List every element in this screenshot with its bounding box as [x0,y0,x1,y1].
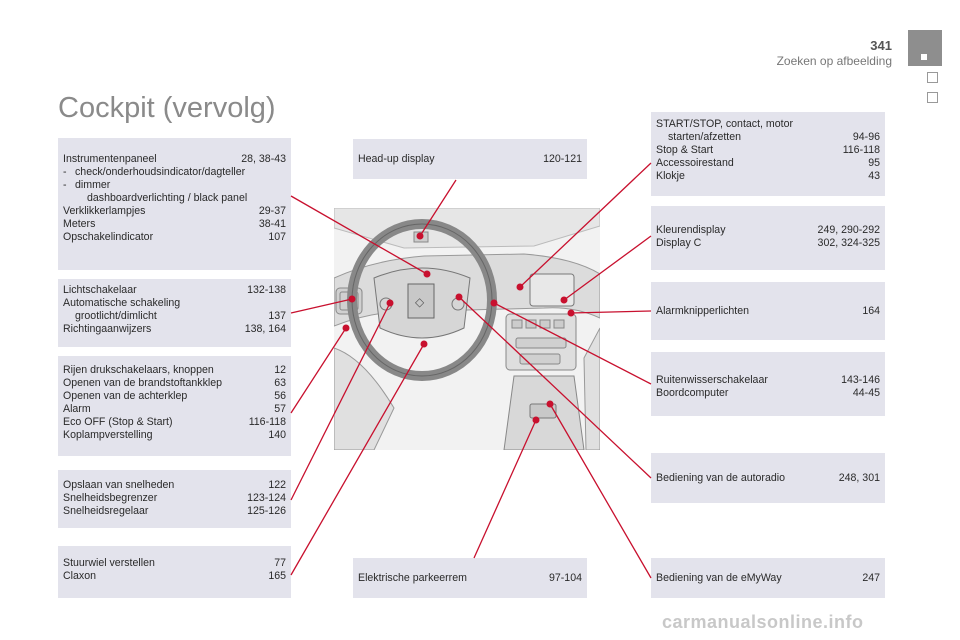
page-number: 341 [870,38,892,53]
entry-row: Openen van de achterklep 56 [63,390,286,402]
entry-row: starten/afzetten 94-96 [668,131,880,143]
entry-row: Boordcomputer 44-45 [656,387,880,399]
callout-dot [349,296,356,303]
callout-dot [424,271,431,278]
entry-row: Stop & Start 116-118 [656,144,880,156]
entry-row: Display C 302, 324-325 [656,237,880,249]
callout-line [571,311,651,313]
callout-dot [517,284,524,291]
callout-line [520,163,651,287]
callout-dot [568,310,575,317]
callout-dot [561,297,568,304]
entry-row: Eco OFF (Stop & Start) 116-118 [63,416,286,428]
entry-row: Opslaan van snelheden 122 [63,479,286,491]
entry-row: Openen van de brandstoftankklep 63 [63,377,286,389]
entry-row: Koplampverstelling 140 [63,429,286,441]
entry-row: Ruitenwisserschakelaar 143-146 [656,374,880,386]
watermark: carmanualsonline.info [662,612,864,632]
callout-line [564,236,651,300]
entry-row: Instrumentenpaneel 28, 38-43 [63,153,286,165]
entry-row: Rijen drukschakelaars, knoppen 12 [63,364,286,376]
entry-row: Alarmknipperlichten 164 [656,305,880,317]
callout-dot [491,300,498,307]
callout-line [420,180,456,236]
callout-dot [417,233,424,240]
entry-row: Snelheidsbegrenzer 123-124 [63,492,286,504]
entry-row: Claxon 165 [63,570,286,582]
callout-line [291,303,390,500]
callout-dot [533,417,540,424]
entry-row: Bediening van de eMyWay 247 [656,572,880,584]
entry-row: Head-up display 120-121 [358,153,582,165]
entry-row: Verklikkerlampjes 29-37 [63,205,286,217]
entry-row: Stuurwiel verstellen 77 [63,557,286,569]
entry-row: grootlicht/dimlicht 137 [75,310,286,322]
entry-row: START/STOP, contact, motor [656,118,793,130]
entry-row: dashboardverlichting / black panel [87,192,248,204]
svg-text:◇: ◇ [415,295,425,309]
entry-row: Accessoirestand 95 [656,157,880,169]
callout-dot [456,294,463,301]
entry-row: Richtingaanwijzers 138, 164 [63,323,286,335]
entry-row: Elektrische parkeerrem 97-104 [358,572,582,584]
section-label: Zoeken op afbeelding [776,54,892,68]
entry-row: Lichtschakelaar 132-138 [63,284,286,296]
callout-dot [343,325,350,332]
entry-row: Kleurendisplay 249, 290-292 [656,224,880,236]
callout-dot [421,341,428,348]
entry-row: Automatische schakeling [63,297,181,309]
page-title: Cockpit (vervolg) [58,92,276,124]
entry-row: - dimmer [63,179,286,192]
callout-line [291,196,427,274]
entry-row: Snelheidsregelaar 125-126 [63,505,286,517]
entry-row: Bediening van de autoradio 248, 301 [656,472,880,484]
callout-line [291,299,352,313]
entry-row: Opschakelindicator 107 [63,231,286,243]
callout-line [459,297,651,478]
entry-row: - check/onderhoudsindicator/dagteller [63,166,286,179]
callout-dot [387,300,394,307]
entry-row: Klokje 43 [656,170,880,182]
callout-line [474,420,536,558]
callout-line [291,328,346,413]
entry-row: Meters 38-41 [63,218,286,230]
callout-dot [547,401,554,408]
entry-row: Alarm 57 [63,403,286,415]
